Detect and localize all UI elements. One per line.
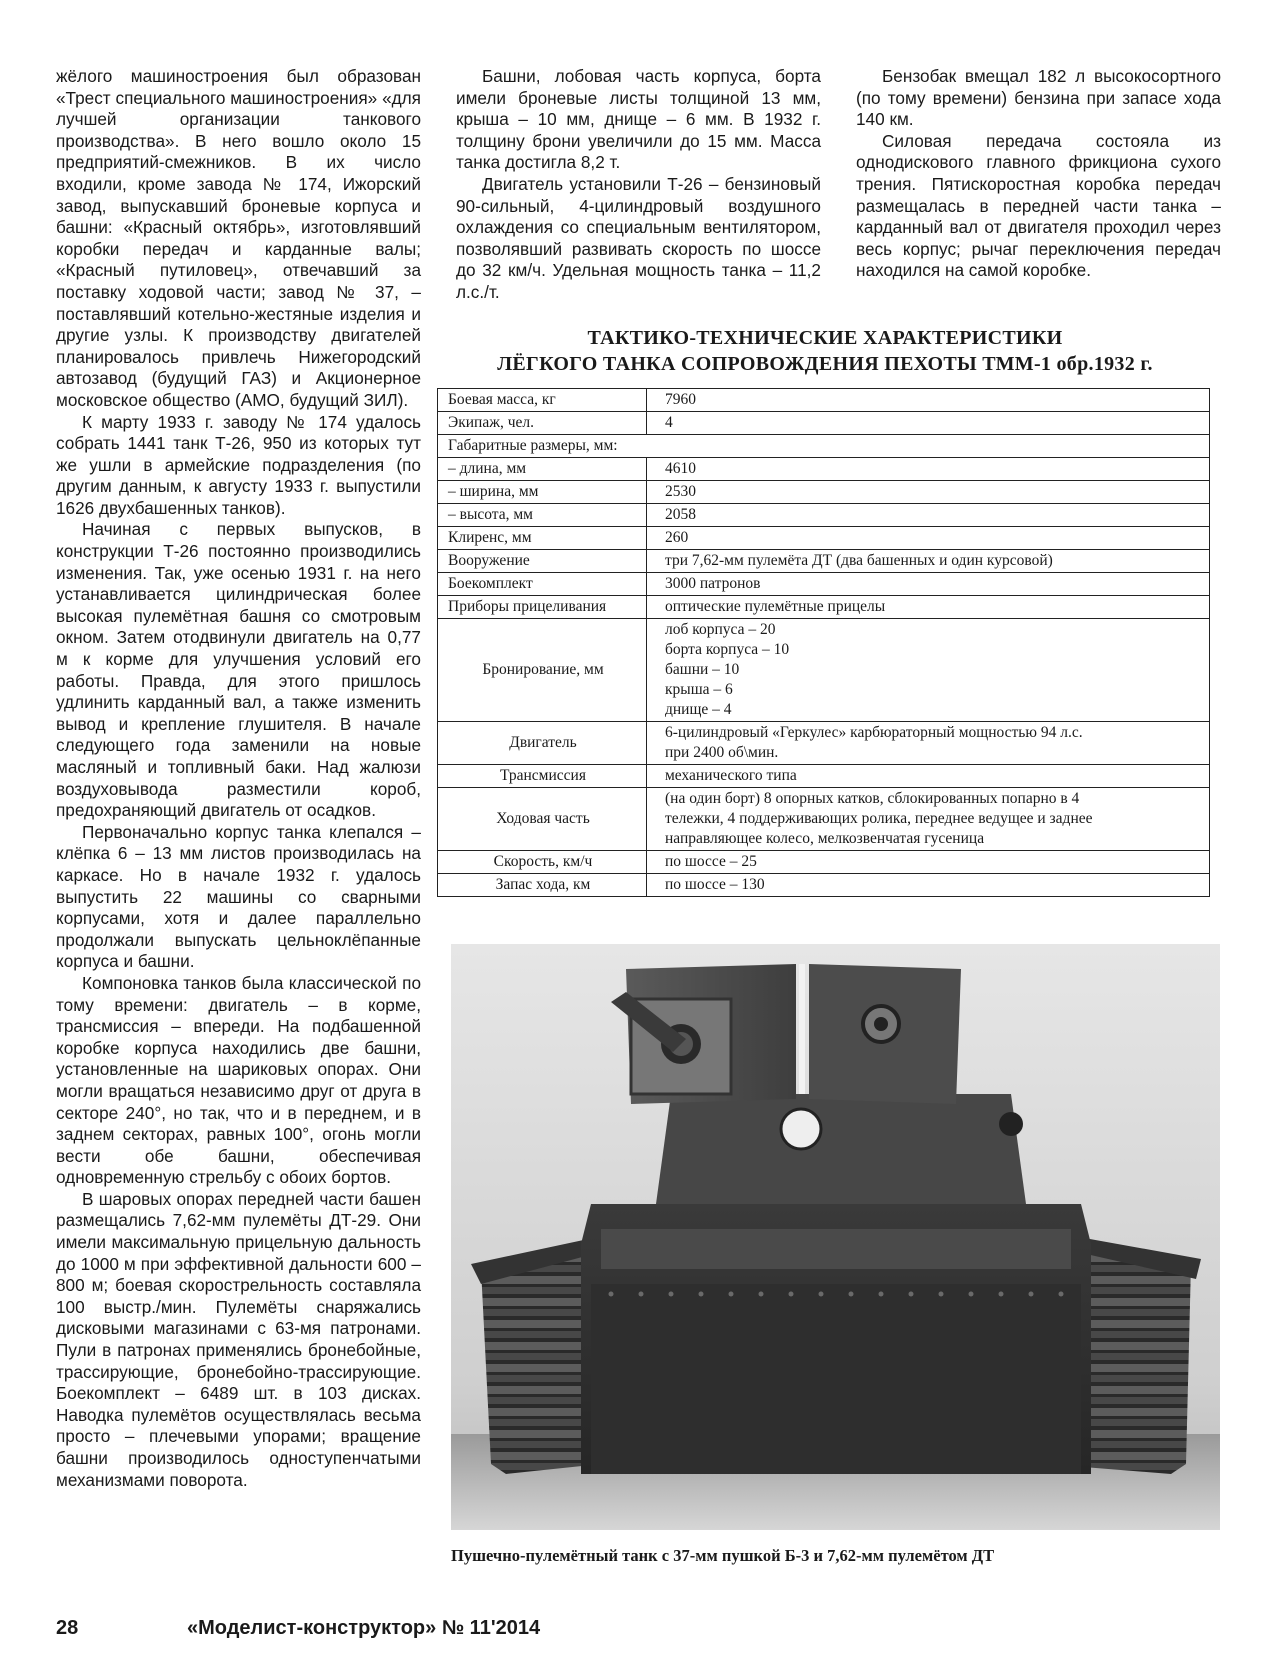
- spec-value: по шоссе – 25: [647, 851, 1210, 874]
- spec-value-line: (на один борт) 8 опорных катков, сблокированных попарно в 4: [665, 790, 1080, 807]
- table-row: [438, 458, 1210, 481]
- tank-photo: [451, 944, 1220, 1530]
- spec-label: Клиренс, мм: [438, 527, 647, 550]
- spec-value: механического типа: [647, 765, 1210, 788]
- spec-value-multiline: [647, 722, 1210, 765]
- table-row: [438, 504, 1210, 527]
- spec-value-line: 6-цилиндровый «Геркулес» карбюраторный мощностью 94 л.с.: [665, 724, 1083, 741]
- photo-caption: Пушечно-пулемётный танк с 37-мм пушкой Б-3 и 7,62-мм пулемётом ДТ: [451, 1546, 995, 1565]
- table-row: [438, 412, 1210, 435]
- table-row: [438, 435, 1210, 458]
- table-title-line-2: ЛЁГКОГО ТАНКА СОПРОВОЖДЕНИЯ ПЕХОТЫ ТММ-1 обр.1932 г.: [497, 353, 1153, 375]
- spec-value: 4610: [647, 458, 1210, 481]
- paragraph: Башни, лобовая часть корпуса, борта имели броневые листы толщиной 13 мм, крыша – 10 мм, днище – 6 мм. В 1932 г. толщину брони увеличили до 15 мм. Масса танка достигла 8,2 т.: [456, 66, 821, 173]
- spec-label: – ширина, мм: [438, 481, 647, 504]
- spec-label: Экипаж, чел.: [438, 412, 647, 435]
- magazine-title: «Моделист-конструктор» № 11'2014: [187, 1617, 541, 1639]
- spec-label: Двигатель: [438, 722, 647, 765]
- right-turret-port-center: [874, 1017, 888, 1031]
- driver-visor: [999, 1112, 1023, 1136]
- spec-value: 4: [647, 412, 1210, 435]
- table-row: [438, 722, 1210, 765]
- paragraph: Бензобак вмещал 182 л высокосортного (по тому времени) бензина при запасе хода 140 км.: [856, 66, 1221, 130]
- table-row: [438, 481, 1210, 504]
- table-row: [438, 573, 1210, 596]
- spec-value: по шоссе – 130: [647, 874, 1210, 897]
- table-row: [438, 874, 1210, 897]
- spec-value-multiline: [647, 788, 1210, 851]
- spec-value-line: направляющее колесо, мелкозвенчатая гусеница: [665, 830, 985, 847]
- paragraph: К марту 1933 г. заводу № 174 удалось собрать 1441 танк Т-26, 950 из которых тут же ушли в армейские подразделения (по другим данным, к августу 1933 г. выпустили 1626 двухбашенных танков).: [56, 411, 421, 518]
- table-row: [438, 851, 1210, 874]
- spec-value-line: тележки, 4 поддерживающих ролика, переднее ведущее и заднее: [665, 810, 1093, 827]
- spec-label: – длина, мм: [438, 458, 647, 481]
- spec-value: 2530: [647, 481, 1210, 504]
- text-column-1: [56, 66, 421, 1491]
- paragraph: Начиная с первых выпусков, в конструкции Т-26 постоянно производились изменения. Так, уже осенью 1931 г. на него устанавливается цилиндрическая более высокая пулемётная башня со смотровым окном. Затем отодвинули двигатель на 0,77 м к корме для улучшения условий его работы. Правда, для этого пришлось удлинить карданный вал, а также изменить вывод и крепление глушителя. В начале следующего года заменили на новые масляный и топливный баки. Над жалюзи воздуховывода разместили короб, предохраняющий двигатель от осадков.: [56, 519, 421, 821]
- spec-value-line: крыша – 6: [665, 681, 733, 698]
- spec-label: Приборы прицеливания: [438, 596, 647, 619]
- turret-gap: [799, 964, 805, 1094]
- spec-value: 3000 патронов: [647, 573, 1210, 596]
- spec-label: Скорость, км/ч: [438, 851, 647, 874]
- table-row: [438, 550, 1210, 573]
- spec-label: Бронирование, мм: [438, 619, 647, 722]
- text-column-2: [456, 66, 821, 304]
- spec-label: Трансмиссия: [438, 765, 647, 788]
- spec-label: Ходовая часть: [438, 788, 647, 851]
- headlight: [781, 1109, 821, 1149]
- spec-value: 260: [647, 527, 1210, 550]
- spec-value-line: башни – 10: [665, 661, 740, 678]
- paragraph: Силовая передача состояла из однодискового главного фрикциона сухого трения. Пятискоростная коробка передач размещалась в передней части танка – карданный вал от двигателя проходил через весь корпус; рычаг переключения передач находился на самой коробке.: [856, 130, 1221, 281]
- spec-group-label: Габаритные размеры, мм:: [438, 435, 1210, 458]
- spec-label: Вооружение: [438, 550, 647, 573]
- spec-label: Боекомплект: [438, 573, 647, 596]
- paragraph: жёлого машиностроения был образован «Трест специального машиностроения» «для лучшей организации танкового производства». В него вошло около 15 предприятий-смежников. В их число входили, кроме завода № 174, Ижорский завод, выпускавший броневые корпуса и башни: «Красный октябрь», изготовлявший коробки передач и карданные валы; «Красный путиловец», отвечавший за поставку ходовой части; завод № 37, – поставлявший котельно-жестяные изделия и другие узлы. К производству двигателей планировалось привлечь Нижегородский автозавод (будущий ГАЗ) и Акционерное московское общество (АМО, будущий ЗИЛ).: [56, 66, 421, 410]
- spec-value-line: днище – 4: [665, 701, 732, 718]
- table-row: [438, 619, 1210, 722]
- spec-value-line: лоб корпуса – 20: [665, 621, 776, 638]
- table-title-line-1: ТАКТИКО-ТЕХНИЧЕСКИЕ ХАРАКТЕРИСТИКИ: [587, 327, 1063, 349]
- page-number: 28: [56, 1617, 79, 1639]
- spec-value: три 7,62-мм пулемёта ДТ (два башенных и один курсовой): [647, 550, 1210, 573]
- spec-value: 7960: [647, 389, 1210, 412]
- spec-value-line: борта корпуса – 10: [665, 641, 790, 658]
- table-row: [438, 389, 1210, 412]
- spec-label: Запас хода, км: [438, 874, 647, 897]
- hull-plate: [601, 1229, 1071, 1269]
- spec-label: Боевая масса, кг: [438, 389, 647, 412]
- spec-value: 2058: [647, 504, 1210, 527]
- table-row: [438, 596, 1210, 619]
- spec-value-multiline: [647, 619, 1210, 722]
- superstructure: [656, 1094, 1026, 1204]
- paragraph: Компоновка танков была классической по тому времени: двигатель – в корме, трансмиссия – впереди. На подбашенной коробке корпуса находились две башни, установленные на шариковых опорах. Они могли вращаться независимо друг от друга в секторе 240°, но так, что и в переднем, и в заднем секторах, равных 100°, огонь могли вести обе башни, обеспечивая одновременную стрельбу с обоих бортов.: [56, 972, 421, 1188]
- specs-table: [437, 388, 1210, 897]
- table-title: [430, 325, 1220, 377]
- hull-front-plate: [591, 1284, 1081, 1474]
- table-row: [438, 765, 1210, 788]
- paragraph: Первоначально корпус танка клепался – клёпка 6 – 13 мм листов производилась на каркасе. Но в начале 1932 г. удалось выпустить 22 машины со сварными корпусами, хотя и далее параллельно продолжали выпускать цельноклёпанные корпуса и башни.: [56, 821, 421, 972]
- table-row: [438, 527, 1210, 550]
- spec-value: оптические пулемётные прицелы: [647, 596, 1210, 619]
- spec-value-line: при 2400 об\мин.: [665, 744, 779, 761]
- text-column-3: [856, 66, 1221, 282]
- spec-label: – высота, мм: [438, 504, 647, 527]
- paragraph: В шаровых опорах передней части башен размещались 7,62-мм пулемёты ДТ-29. Они имели максимальную прицельную дальность до 1000 м при эффективной дальности 600 – 800 м; боевая скорострельность составляла 100 выстр./мин. Пулемёты снаряжались дисковыми магазинами с 63-мя патронами. Пули в патронах применялись бронебойные, трассирующие, бронебойно-трассирующие. Боекомплект – 6489 шт. в 103 дисках. Наводка пулемётов осуществлялась весьма просто – плечевыми упорами; вращение башни производилось одноступенчатыми механизмами поворота.: [56, 1188, 421, 1490]
- paragraph: Двигатель установили Т-26 – бензиновый 90-сильный, 4-цилиндровый воздушного охлаждения со специальным вентилятором, позволявший развивать скорость по шоссе до 32 км/ч. Удельная мощность танка – 11,2 л.с./т.: [456, 173, 821, 302]
- table-row: [438, 788, 1210, 851]
